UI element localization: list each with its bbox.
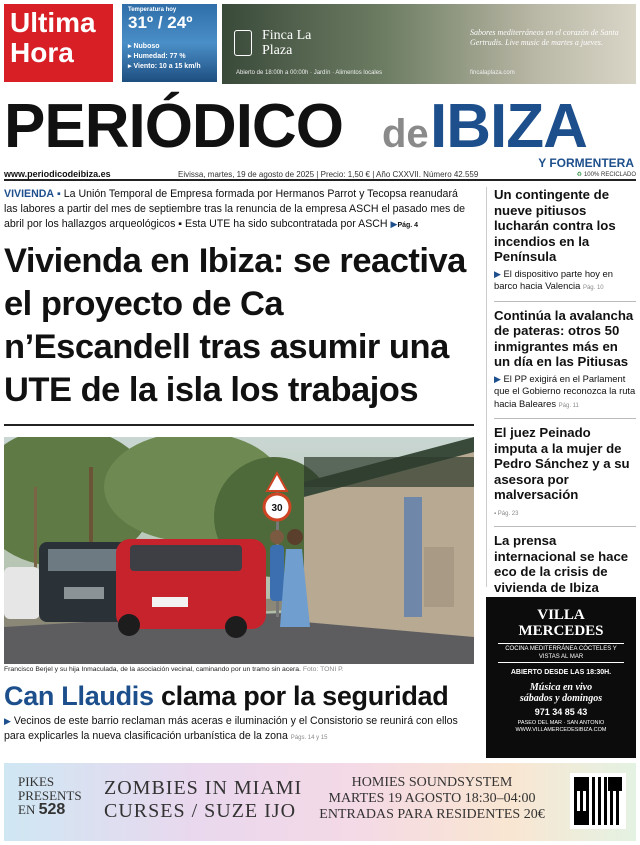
street-scene-image: [4, 437, 474, 664]
brief-story[interactable]: [494, 425, 636, 527]
top-strip: [4, 4, 636, 84]
masthead-ibiza: IBIZA: [430, 92, 587, 161]
lead-summary: VIVIENDA ▪ La Unión Temporal de Empresa formada por Hermanos Parrot y Tecopsa reanudará las labores a partir del mes de septiembre tras la renuncia de la empresa ASCH el pasado mes de abril por los hallazgos arqueológicos ▪ Esta UTE ha sido subcontratada por ASCH ▶Pág. 4: [4, 188, 466, 230]
finca-name: Finca La Plaza: [262, 28, 312, 58]
divider: [4, 424, 474, 426]
weather-temps: 31º / 24º: [128, 13, 193, 32]
triangle-icon: ▶: [494, 268, 501, 279]
finca-tagline: Sabores mediterráneos en el corazón de Santa Gertrudis. Live music de martes a jueves.: [470, 28, 619, 47]
villa-sub: COCINA MEDITERRÁNEA CÓCTELES Y VISTAS AL MAR: [498, 643, 624, 663]
qr-code-icon[interactable]: [570, 773, 626, 829]
ad-artists: ZOMBIES IN MIAMI CURSES / SUZE IJO: [104, 777, 303, 822]
weather-title: Temperatura hoy: [128, 7, 177, 13]
second-summary: ▶ Vecinos de este barrio reclaman más aceras e iluminación y el Consistorio se reunirá con ellos para explicarles la nueva clasificación urbanística de la zona Págs. 14 y 15: [4, 715, 458, 742]
pikes-presents: PIKES PRESENTS EN 528: [18, 774, 82, 818]
second-headline-rest: clama por la seguridad: [160, 681, 449, 711]
finca-hours: Abierto de 18:00h a 00:00h · Jardín · Alimentos locales: [236, 70, 383, 76]
dateline: [4, 169, 636, 181]
villa-mercedes-ad[interactable]: [486, 597, 636, 758]
weather-line: ▸ Humedad: 77 %: [128, 53, 186, 60]
masthead-periodico: PERIÓDICO: [4, 92, 343, 161]
column-divider: [486, 187, 487, 587]
lead-text: La Unión Temporal de Empresa formada por Hermanos Parrot y Tecopsa reanudará las labores a partir del mes de septiembre tras la renuncia de la empresa ASCH el pasado mes de abril por los hallazgos arqueológicos ▪ Esta UTE ha sido subcontratada por ASCH: [4, 188, 466, 230]
brief-headline: Un contingente de nueve pitiusos lucharán contra los incendios en la Península: [494, 187, 616, 264]
finca-la-plaza-ad[interactable]: [222, 4, 636, 84]
lead-headline[interactable]: Vivienda en Ibiza: se reactiva el proyecto de Ca n’Escandell tras asumir una UTE de la isla los trabajos: [4, 242, 466, 409]
photo-caption: Francisco Berjel y su hija Inmaculada, de la asociación vecinal, caminando por un tramo sin acera. Foto: TONI P.: [4, 666, 344, 673]
lead-kicker: VIVIENDA: [4, 188, 55, 200]
villa-open: ABIERTO DESDE LAS 18:30H.: [510, 669, 612, 676]
brief-story[interactable]: [494, 187, 636, 302]
website-link[interactable]: www.periodicodeibiza.es: [4, 169, 111, 179]
second-headline[interactable]: [4, 678, 448, 714]
second-headline-place: Can Llaudis: [4, 681, 154, 711]
brief-headline: El juez Peinado imputa a la mujer de Pedro Sánchez y a su asesora por malversación: [494, 425, 630, 502]
brief-text: ▶ El dispositivo parte hoy en barco hacia Valencia Pág. 10: [494, 267, 613, 291]
weather-line: ▸ Viento: 10 a 15 km/h: [128, 63, 201, 70]
brief-text: ▶ El PP exigirá en el Parlament que el Gobierno reconozca la ruta hacia Baleares Pág. 11: [494, 372, 636, 409]
lead-photo: [4, 437, 474, 664]
ad-details: HOMIES SOUNDSYSTEM MARTES 19 AGOSTO 18:30–04:00 ENTRADAS PARA RESIDENTES 20€: [319, 775, 545, 822]
weather-box: [122, 4, 217, 82]
villa-address: PASEO DEL MAR · SAN ANTONIO WWW.VILLAMERCEDESIBIZA.COM: [515, 720, 607, 733]
weather-line: ▸ Nuboso: [128, 43, 160, 50]
villa-phone: 971 34 85 43: [534, 707, 588, 717]
triangle-icon: ▶: [4, 716, 11, 726]
brief-story[interactable]: [494, 308, 636, 420]
masthead-formentera: Y FORMENTERA: [538, 156, 634, 170]
ultima-hora-text: Ultima Hora: [10, 7, 96, 68]
pikes-ad[interactable]: [4, 763, 636, 841]
recycled-badge: ♻ 100% RECICLADO: [577, 171, 636, 178]
triangle-icon: ▶: [494, 373, 501, 384]
finca-logo-icon: [234, 30, 252, 56]
lead-page: Pág. 4: [397, 222, 419, 229]
brief-headline: La prensa internacional se hace eco de la crisis de vivienda de Ibiza: [494, 533, 629, 595]
brief-headline: Continúa la avalancha de pateras: otros 50 inmigrantes más en un día en las Pitiusas: [494, 307, 634, 369]
right-column: [494, 187, 636, 625]
photo-credit: Foto: TONI P.: [302, 666, 344, 673]
brief-text: ▪ Pág. 23: [494, 510, 519, 517]
masthead-de: de: [382, 112, 429, 156]
villa-music: Música en vivo sábados y domingos: [519, 682, 603, 704]
finca-web: fincalaplaza.com: [470, 70, 515, 76]
date-info: Eivissa, martes, 19 de agosto de 2025 | Precio: 1,50 € | Año CXXVII. Número 42.559: [178, 170, 479, 179]
masthead[interactable]: [4, 92, 636, 174]
villa-title: VILLA MERCEDES: [518, 607, 604, 639]
ultima-hora-logo[interactable]: [4, 4, 113, 82]
speed-sign-text: 30: [271, 503, 283, 514]
second-page: Págs. 14 y 15: [290, 735, 328, 741]
